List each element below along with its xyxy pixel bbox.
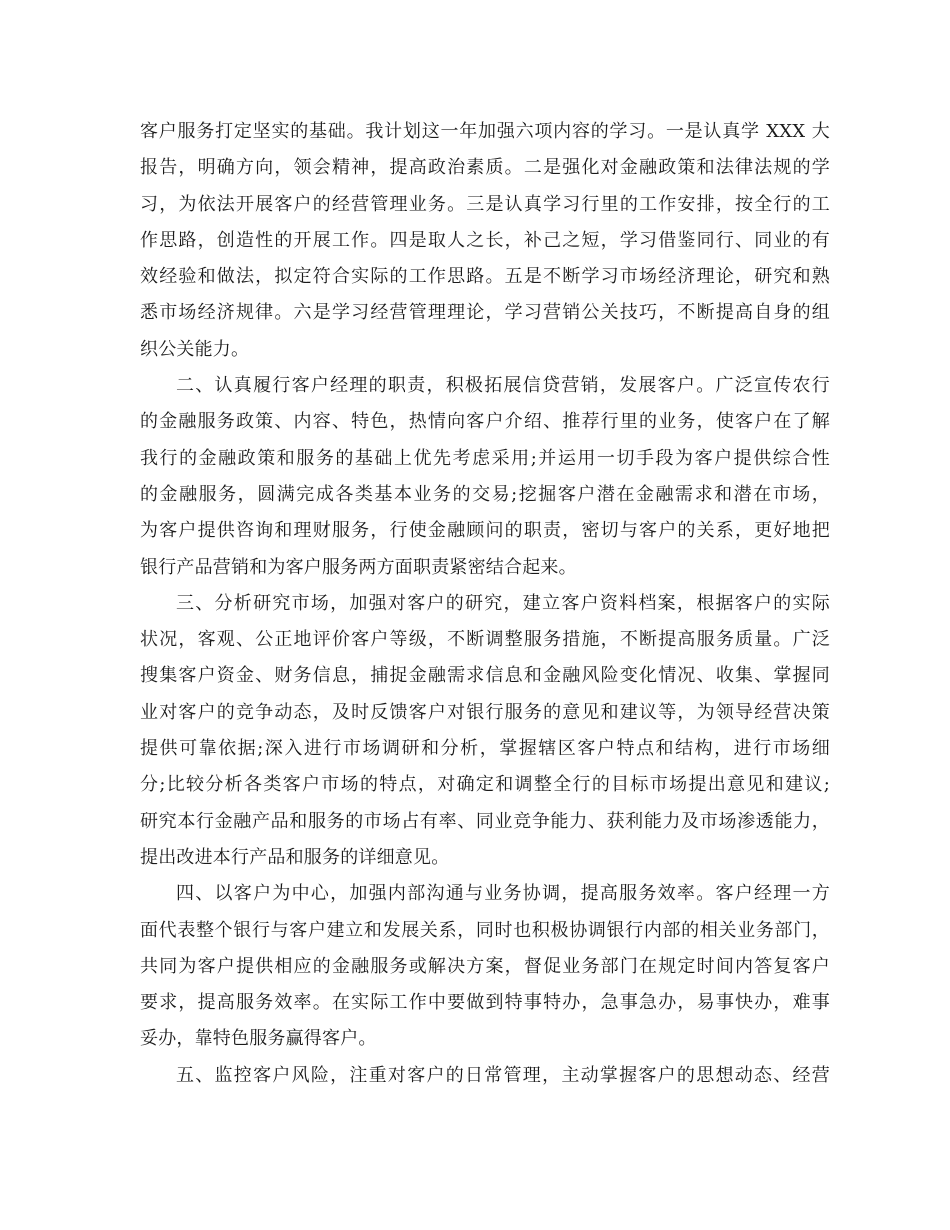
text-line: 作思路，创造性的开展工作。四是取人之长，补己之短，学习借鉴同行、同业的有 — [140, 229, 830, 251]
text-line: 织公关能力。 — [140, 338, 250, 360]
text-line: 共同为客户提供相应的金融服务或解决方案，督促业务部门在规定时间内答复客户 — [140, 955, 830, 977]
text-line: 面代表整个银行与客户建立和发展关系，同时也积极协调银行内部的相关业务部门， — [140, 919, 830, 941]
text-line: 习，为依法开展客户的经营管理业务。三是认真学习行里的工作安排，按全行的工 — [140, 193, 830, 215]
paragraph-start-line: 二、认真履行客户经理的职责，积极拓展信贷营销，发展客户。广泛宣传农行 — [176, 375, 830, 397]
document-body — [140, 114, 830, 1094]
text-line: 业对客户的竞争动态，及时反馈客户对银行服务的意见和建议等，为领导经营决策 — [140, 701, 830, 723]
text-line: 搜集客户资金、财务信息，捕捉金融需求信息和金融风险变化情况、收集、掌握同 — [140, 665, 830, 687]
text-line: 提供可靠依据;深入进行市场调研和分析，掌握辖区客户特点和结构，进行市场细 — [140, 738, 830, 760]
paragraph-start-line: 四、以客户为中心，加强内部沟通与业务协调，提高服务效率。客户经理一方 — [176, 883, 830, 905]
text-line: 效经验和做法，拟定符合实际的工作思路。五是不断学习市场经济理论，研究和熟 — [140, 266, 830, 288]
text-line: 要求，提高服务效率。在实际工作中要做到特事特办，急事急办，易事快办，难事 — [140, 992, 830, 1014]
text-line: 研究本行金融产品和服务的市场占有率、同业竞争能力、获利能力及市场渗透能力， — [140, 810, 830, 832]
text-line: 妥办，靠特色服务赢得客户。 — [140, 1028, 377, 1050]
text-line: 提出改进本行产品和服务的详细意见。 — [140, 846, 450, 868]
text-line: 的金融服务，圆满完成各类基本业务的交易;挖掘客户潜在金融需求和潜在市场， — [140, 483, 830, 505]
text-line: 为客户提供咨询和理财服务，行使金融顾问的职责，密切与客户的关系，更好地把 — [140, 520, 830, 542]
text-line: 报告，明确方向，领会精神，提高政治素质。二是强化对金融政策和法律法规的学 — [140, 157, 830, 179]
text-line: 我行的金融政策和服务的基础上优先考虑采用;并运用一切手段为客户提供综合性 — [140, 447, 830, 469]
text-line: 的金融服务政策、内容、特色，热情向客户介绍、推荐行里的业务，使客户在了解 — [140, 411, 830, 433]
text-line: 悉市场经济规律。六是学习经营管理理论，学习营销公关技巧，不断提高自身的组 — [140, 302, 830, 324]
paragraph-start-line: 五、监控客户风险，注重对客户的日常管理，主动掌握客户的思想动态、经营 — [176, 1064, 830, 1086]
text-line: 客户服务打定坚实的基础。我计划这一年加强六项内容的学习。一是认真学 XXX 大 — [140, 121, 830, 142]
text-line: 银行产品营销和为客户服务两方面职责紧密结合起来。 — [140, 556, 577, 578]
text-line: 状况，客观、公正地评价客户等级，不断调整服务措施，不断提高服务质量。广泛 — [140, 629, 830, 651]
text-line: 分;比较分析各类客户市场的特点，对确定和调整全行的目标市场提出意见和建议; — [140, 774, 830, 796]
paragraph-start-line: 三、分析研究市场，加强对客户的研究，建立客户资料档案，根据客户的实际 — [176, 592, 830, 614]
